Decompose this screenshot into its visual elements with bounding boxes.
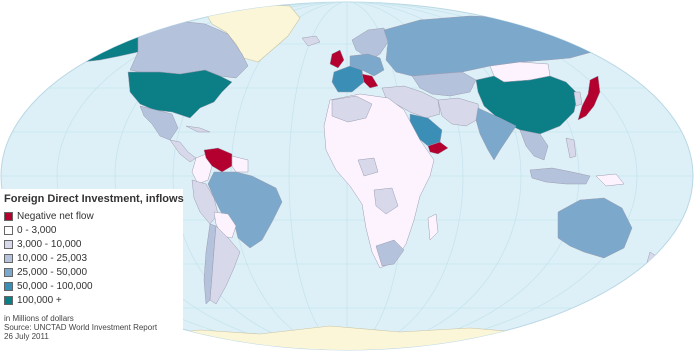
legend-item-negative [4,211,94,222]
legend-swatch [4,254,13,263]
legend-item-10000-25003 [4,253,87,264]
legend-date: 26 July 2011 [4,332,49,341]
legend-item-0-3000 [4,225,56,236]
legend-label: 0 - 3,000 [17,225,57,236]
legend-source: Source: UNCTAD World Investment Report [4,323,158,332]
legend-swatch [4,296,13,305]
legend-label: 50,000 - 100,000 [17,281,93,292]
legend-item-25000-50000 [4,267,87,278]
legend-label: 10,000 - 25,003 [17,253,88,264]
legend-swatch [4,226,13,235]
legend-label: 3,000 - 10,000 [17,239,82,250]
legend-unit-note: in Millions of dollars [4,314,74,323]
legend-label: 100,000 + [17,295,62,306]
legend-item-100000-plus [4,295,62,306]
legend-item-50000-100000 [4,281,93,292]
legend-title: Foreign Direct Investment, inflows [4,193,184,205]
legend-swatch [4,212,13,221]
legend-item-3000-10000 [4,239,82,250]
legend-label: Negative net flow [17,211,94,222]
legend-panel [0,189,183,351]
legend-label: 25,000 - 50,000 [17,267,88,278]
legend-swatch [4,268,13,277]
legend-swatch [4,282,13,291]
legend-swatch [4,240,13,249]
